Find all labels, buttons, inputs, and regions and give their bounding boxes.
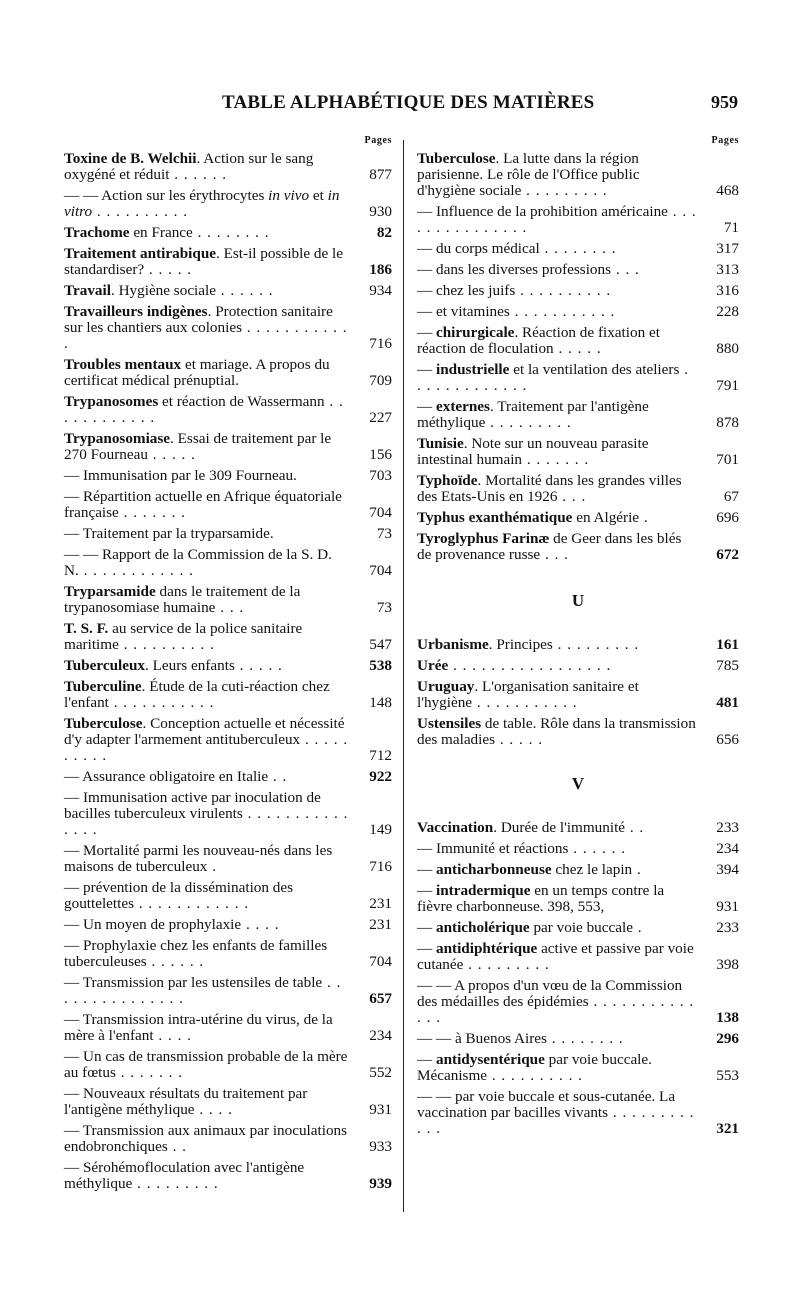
entry-text: Ustensiles <box>417 715 482 732</box>
entry-text: . Durée de l'immunité <box>493 819 626 836</box>
entry-text: Urbanisme <box>417 636 489 653</box>
entry-text: T. S. F. <box>64 620 109 637</box>
entry-text: . Réaction de fixation et réaction de floculation <box>417 324 660 357</box>
index-entry <box>64 357 392 389</box>
entry-text: chirurgicale <box>435 324 515 341</box>
page-reference: 878 <box>716 414 739 431</box>
index-entry <box>417 304 739 320</box>
index-entry <box>64 1049 392 1081</box>
index-entry <box>417 262 739 278</box>
index-entry <box>417 658 739 674</box>
entry-text: par voie buccale. Mécanisme <box>417 1051 652 1084</box>
page-reference: 939 <box>369 1175 392 1192</box>
entry-text: — <box>417 882 436 899</box>
section-letter-u: U <box>571 591 585 610</box>
entry-text: antidysentérique <box>435 1051 545 1068</box>
page-reference: 138 <box>716 1009 739 1026</box>
leader-dots: . . . . . . . . . . . . . <box>417 361 689 394</box>
pages-label: Pages <box>711 135 739 146</box>
entry-text: en Algérie <box>572 509 640 526</box>
entry-text: in vitro <box>64 187 340 220</box>
leader-dots: . . . . . . . <box>118 504 186 521</box>
index-entry <box>64 1123 392 1155</box>
index-entry <box>64 246 392 278</box>
leader-dots: . . . . . . . . . . . . <box>417 1104 695 1137</box>
index-entry <box>64 188 392 220</box>
entry-text: . Étude de la cuti-réaction chez l'enfant <box>64 678 330 711</box>
entry-text: industrielle <box>435 361 510 378</box>
leader-dots: . . . . <box>194 1101 233 1118</box>
leader-dots: . . . . . . . . <box>192 224 270 241</box>
right-column <box>417 135 739 1142</box>
index-entry <box>417 716 739 748</box>
index-entry <box>64 584 392 616</box>
page-reference: 933 <box>369 1138 392 1155</box>
index-entry <box>64 621 392 653</box>
index-entry <box>64 769 392 785</box>
entry-text: en France <box>129 224 193 241</box>
index-entry <box>64 489 392 521</box>
entry-text: — Un cas de transmission probable de la mère au fœtus <box>64 1048 348 1081</box>
page-reference: 538 <box>369 657 392 674</box>
index-entry <box>64 938 392 970</box>
index-entry <box>64 547 392 579</box>
entry-text: — prévention de la dissémination des gouttelettes <box>64 879 294 912</box>
page-reference: 73 <box>376 525 392 542</box>
page-header <box>0 92 800 120</box>
entry-text: Toxine de B. Welchii <box>64 150 197 167</box>
page-reference: 394 <box>716 861 739 878</box>
leader-dots: . . . . . . . . . . <box>92 203 189 220</box>
index-entry <box>64 1086 392 1118</box>
entry-text: Tunisie <box>417 435 464 452</box>
entry-text: Tryparsamide <box>64 583 156 600</box>
entry-text: Tuberculeux <box>64 657 146 674</box>
page-reference: 227 <box>369 409 392 426</box>
page-reference: 317 <box>716 240 739 257</box>
leader-dots: . . . . . . . . . . <box>118 636 215 653</box>
entry-text: — Prophylaxie chez les enfants de familles tuberculeuses <box>64 937 328 970</box>
entry-text: . Conception actuelle et nécessité d'y adapter l'armement antituberculeux <box>64 715 345 748</box>
leader-dots: . . . . . . . . . . . . . . . . . <box>448 657 612 674</box>
leader-dots: . . . . . . <box>169 166 227 183</box>
entry-text: et mariage. A propos du certificat médical prénuptial. <box>64 356 330 389</box>
index-entry <box>417 283 739 299</box>
index-entry <box>64 1160 392 1192</box>
leader-dots: . . . . . . . . <box>546 1030 624 1047</box>
leader-dots: . . . . . . . . . . . . . . . <box>417 203 697 236</box>
entry-text: et la ventilation des ateliers <box>509 361 680 378</box>
entry-text: . Mortalité dans les grandes villes des Etats-Unis en 1926 <box>417 472 682 505</box>
page-reference: 148 <box>369 694 392 711</box>
index-entry <box>417 841 739 857</box>
index-entry <box>417 436 739 468</box>
leader-dots: . . . . . . . . . . <box>487 1067 583 1084</box>
entry-text: en un temps contre la fièvre charbonneuse. 398, 553, <box>417 882 665 915</box>
index-entry <box>64 679 392 711</box>
entry-text: — Transmission aux animaux par inoculations endobronchiques <box>64 1122 348 1155</box>
leader-dots: . . . . . . . <box>522 451 590 468</box>
index-entry <box>417 862 739 878</box>
entry-text: . L'organisation sanitaire et l'hygiène <box>417 678 639 711</box>
leader-dots: . . . . . <box>553 340 602 357</box>
page-reference: 701 <box>716 451 739 468</box>
page-reference: 67 <box>723 488 739 505</box>
page-reference: 704 <box>369 562 392 579</box>
entry-text: Vaccination <box>417 819 494 836</box>
page-reference: 791 <box>716 377 739 394</box>
index-entry <box>64 526 392 542</box>
entry-text: de Geer dans les blés de provenance russe <box>417 530 682 563</box>
entry-text: . Note sur un nouveau parasite intestinal humain <box>417 435 649 468</box>
leader-dots: . . . <box>557 488 587 505</box>
leader-dots: . . . . . . . . . <box>552 636 640 653</box>
entry-text: Tyroglyphus Farinæ <box>417 530 550 547</box>
leader-dots: . . . . . <box>144 261 193 278</box>
entry-text: Typhus exanthématique <box>417 509 573 526</box>
leader-dots: . . . <box>540 546 569 563</box>
index-entry <box>64 658 392 674</box>
entry-text: Tuberculose <box>64 715 143 732</box>
page-reference: 696 <box>716 509 739 526</box>
page-reference: 716 <box>369 858 392 875</box>
entry-text: Uruguay <box>417 678 475 695</box>
page-number: 959 <box>711 92 738 112</box>
index-entry <box>417 399 739 431</box>
entry-text: — du corps médical <box>417 240 540 257</box>
running-title: TABLE ALPHABÉTIQUE DES MATIÈRES <box>222 92 595 113</box>
entry-text: — Immunisation par le 309 Fourneau. <box>64 467 297 484</box>
column-divider <box>403 140 404 1212</box>
page-reference: 716 <box>369 335 392 352</box>
leader-dots: . . <box>167 1138 187 1155</box>
index-entry <box>64 1012 392 1044</box>
entry-text: chez le lapin <box>551 861 633 878</box>
entry-text: . La lutte dans la région parisienne. Le rôle de l'Office public d'hygiène sociale <box>417 150 640 199</box>
index-entry <box>417 1089 739 1137</box>
page-reference: 704 <box>369 953 392 970</box>
index-entry <box>64 790 392 838</box>
entry-text: Tuberculose <box>417 150 496 167</box>
leader-dots: . . . . . . . . . . <box>64 731 349 764</box>
page-reference: 553 <box>716 1067 739 1084</box>
index-entry <box>417 325 739 357</box>
left-column <box>64 135 392 1197</box>
index-entry <box>64 468 392 484</box>
entry-text: — et vitamines <box>417 303 510 320</box>
leader-dots: . <box>639 509 649 526</box>
leader-dots: . . . . . . . . . <box>485 414 572 431</box>
leader-dots: . . . . . . . . . . . . . . <box>417 993 695 1026</box>
section-letter-v: V <box>571 774 585 793</box>
entry-text: antidiphtérique <box>435 940 538 957</box>
entry-text: . Essai de traitement par le 270 Fourneau <box>64 430 332 463</box>
page-reference: 316 <box>716 282 739 299</box>
page-reference: 231 <box>369 916 392 933</box>
entry-text: — <box>417 940 436 957</box>
entry-text: . Action sur le sang oxygéné et réduit <box>64 150 314 183</box>
entry-text: — Mortalité parmi les nouveau-nés dans les maisons de tuberculeux <box>64 842 333 875</box>
entry-text: — dans les diverses professions <box>417 261 612 278</box>
page-reference: 877 <box>369 166 392 183</box>
entry-text: — <box>417 919 436 936</box>
leader-dots: . <box>207 858 217 875</box>
entry-text: . Leurs enfants <box>145 657 235 674</box>
index-entry <box>417 241 739 257</box>
index-entry <box>417 978 739 1026</box>
leader-dots: . . . . . . <box>568 840 626 857</box>
page-reference: 149 <box>369 821 392 838</box>
leader-dots: . . . . . . . . . . <box>515 282 612 299</box>
entry-text: — Transmission intra-utérine du virus, de la mère à l'enfant <box>64 1011 333 1044</box>
page-reference: 930 <box>369 203 392 220</box>
entry-text: — — Rapport de la Commission de la S. D. N. <box>64 546 332 579</box>
entry-text: . Est-il possible de le standardiser? <box>64 245 343 278</box>
page-reference: 156 <box>369 446 392 463</box>
page-reference: 468 <box>716 182 739 199</box>
entry-text: et <box>309 187 328 204</box>
index-entry <box>417 679 739 711</box>
entry-text: Trypanosomes <box>64 393 159 410</box>
page-reference: 709 <box>369 372 392 389</box>
leader-dots: . . . . . . <box>215 282 274 299</box>
index-entry <box>64 304 392 352</box>
index-entries-right <box>417 151 739 563</box>
entry-text: Troubles mentaux <box>64 356 182 373</box>
index-entry <box>417 473 739 505</box>
entry-text: par voie buccale <box>529 919 633 936</box>
leader-dots: . . . . . <box>495 731 543 748</box>
leader-dots: . . . . . <box>234 657 283 674</box>
leader-dots: . . . . . . . . . . . . <box>64 393 344 426</box>
index-entry <box>417 204 739 236</box>
entry-text: anticharbonneuse <box>435 861 552 878</box>
index-entry <box>64 975 392 1007</box>
index-entry <box>64 843 392 875</box>
index-entry <box>417 920 739 936</box>
page-reference: 880 <box>716 340 739 357</box>
page-reference: 657 <box>369 990 392 1007</box>
index-entry <box>417 151 739 199</box>
leader-dots: . . . . . . . . . . . . <box>134 895 250 912</box>
leader-dots: . . . <box>611 261 640 278</box>
index-entry <box>417 637 739 653</box>
entry-text: Travail <box>64 282 111 299</box>
entry-text: — — A propos d'un vœu de la Commission des médailles des épidémies <box>417 977 683 1010</box>
page-reference: 552 <box>369 1064 392 1081</box>
entry-text: externes <box>435 398 490 415</box>
entry-text: — Un moyen de prophylaxie <box>64 916 242 933</box>
index-entry <box>64 151 392 183</box>
index-entry <box>417 1052 739 1084</box>
entry-text: — <box>417 324 436 341</box>
index-entry <box>417 883 739 915</box>
entry-text: dans le traitement de la trypanosomiase humaine <box>64 583 301 616</box>
leader-dots: . . . . . . . . . . . <box>472 694 578 711</box>
page-reference: 186 <box>369 261 392 278</box>
entry-text: au service de la police sanitaire maritime <box>64 620 303 653</box>
leader-dots: . . . . . . . <box>115 1064 184 1081</box>
entry-text: de table. Rôle dans la transmission des maladies <box>417 715 696 748</box>
entry-text: — — par voie buccale et sous-cutanée. La vaccination par bacilles vivants <box>417 1088 676 1121</box>
entry-text: — Nouveaux résultats du traitement par l'antigène méthylique <box>64 1085 308 1118</box>
entry-text: Typhoïde <box>417 472 478 489</box>
page-reference: 704 <box>369 504 392 521</box>
page-reference: 231 <box>369 895 392 912</box>
entry-text: Trypanosomiase <box>64 430 171 447</box>
leader-dots: . . . . . . . . <box>539 240 617 257</box>
leader-dots: . . <box>268 768 288 785</box>
entry-text: . Traitement par l'antigène méthylique <box>417 398 649 431</box>
entry-text: Travailleurs indigènes <box>64 303 208 320</box>
index-entry <box>64 283 392 299</box>
page-reference: 234 <box>716 840 739 857</box>
entry-text: Traitement antirabique <box>64 245 217 262</box>
index-entry <box>417 531 739 563</box>
page-reference: 82 <box>376 224 392 241</box>
leader-dots: . . . . . . <box>146 953 205 970</box>
page-reference: 398 <box>716 956 739 973</box>
entry-text: — — Action sur les érythrocytes <box>64 187 269 204</box>
page-reference: 922 <box>369 768 392 785</box>
page-reference: 296 <box>716 1030 739 1047</box>
index-entry <box>417 820 739 836</box>
entry-text: — Influence de la prohibition américaine <box>417 203 668 220</box>
index-entries-v <box>417 820 739 1137</box>
index-entry <box>64 225 392 241</box>
leader-dots: . . . . . . . . . . . <box>509 303 616 320</box>
entry-text: anticholérique <box>435 919 530 936</box>
page-reference: 931 <box>369 1101 392 1118</box>
page-reference: 672 <box>716 546 739 563</box>
leader-dots: . . <box>625 819 645 836</box>
leader-dots: . . . . . . . . . <box>521 182 608 199</box>
leader-dots: . . . . <box>241 916 280 933</box>
entry-text: — Immunisation active par inoculation de bacilles tuberculeux virulents <box>64 789 321 822</box>
entry-text: — Immunité et réactions <box>417 840 569 857</box>
page-reference: 481 <box>716 694 739 711</box>
entry-text: . Hygiène sociale <box>110 282 216 299</box>
entry-text: — <box>417 861 436 878</box>
leader-dots: . . . . . . . . . . . . <box>78 562 194 579</box>
index-entry <box>64 917 392 933</box>
leader-dots: . . . <box>215 599 245 616</box>
entry-text: Urée <box>417 657 449 674</box>
leader-dots: . . . . . <box>147 446 196 463</box>
entry-text: active et passive par voie cutanée <box>417 940 694 973</box>
pages-label: Pages <box>364 135 392 146</box>
index-entries-left <box>64 151 392 1192</box>
leader-dots: . . . . . . . . . . . . . . . <box>64 805 349 838</box>
page-reference: 931 <box>716 898 739 915</box>
entry-text: . Principes <box>488 636 553 653</box>
entry-text: — <box>417 398 436 415</box>
leader-dots: . <box>632 919 643 936</box>
index-entry <box>64 716 392 764</box>
entry-text: in vivo <box>268 187 310 204</box>
entry-text: — <box>417 361 436 378</box>
leader-dots: . . . . <box>153 1027 192 1044</box>
page-reference: 233 <box>716 819 739 836</box>
leader-dots: . . . . . . . . . . . . <box>64 319 348 352</box>
leader-dots: . . . . . . . . . <box>463 956 550 973</box>
entry-text: — Assurance obligatoire en Italie <box>64 768 269 785</box>
entry-text: — Répartition actuelle en Afrique équatoriale française <box>64 488 342 521</box>
page-reference: 313 <box>716 261 739 278</box>
entry-text: — <box>417 1051 436 1068</box>
entry-text: intradermique <box>435 882 531 899</box>
page-reference: 73 <box>376 599 392 616</box>
page-reference: 321 <box>716 1120 739 1137</box>
entry-text: — Traitement par la tryparsamide. <box>64 525 274 542</box>
entry-text: — Transmission par les ustensiles de table <box>64 974 323 991</box>
page-reference: 703 <box>369 467 392 484</box>
entry-text: Tuberculine <box>64 678 142 695</box>
entry-text: et réaction de Wassermann <box>158 393 325 410</box>
page-reference: 712 <box>369 747 392 764</box>
page-reference: 233 <box>716 919 739 936</box>
page-reference: 785 <box>716 657 739 674</box>
page-reference: 161 <box>716 636 739 653</box>
entry-text: — — à Buenos Aires <box>417 1030 547 1047</box>
index-entries-u <box>417 637 739 748</box>
index-entry <box>417 1031 739 1047</box>
entry-text: Trachome <box>64 224 130 241</box>
entry-text: — chez les juifs <box>417 282 516 299</box>
page-reference: 934 <box>369 282 392 299</box>
leader-dots: . . . . . . . . . . . <box>108 694 215 711</box>
page-reference: 234 <box>369 1027 392 1044</box>
leader-dots: . <box>632 861 642 878</box>
leader-dots: . . . . . . . . . <box>132 1175 219 1192</box>
index-entry <box>64 431 392 463</box>
index-entry <box>417 362 739 394</box>
page-reference: 71 <box>723 219 739 236</box>
leader-dots: . . . . . . . . . . . . . . . <box>64 974 342 1007</box>
page-reference: 547 <box>369 636 392 653</box>
index-entry <box>417 510 739 526</box>
index-entry <box>64 880 392 912</box>
entry-text: — Sérohémofloculation avec l'antigène méthylique <box>64 1159 305 1192</box>
index-entry <box>417 941 739 973</box>
entry-text: . Protection sanitaire sur les chantiers aux colonies <box>64 303 333 336</box>
page-reference: 656 <box>716 731 739 748</box>
index-entry <box>64 394 392 426</box>
page-reference: 228 <box>716 303 739 320</box>
